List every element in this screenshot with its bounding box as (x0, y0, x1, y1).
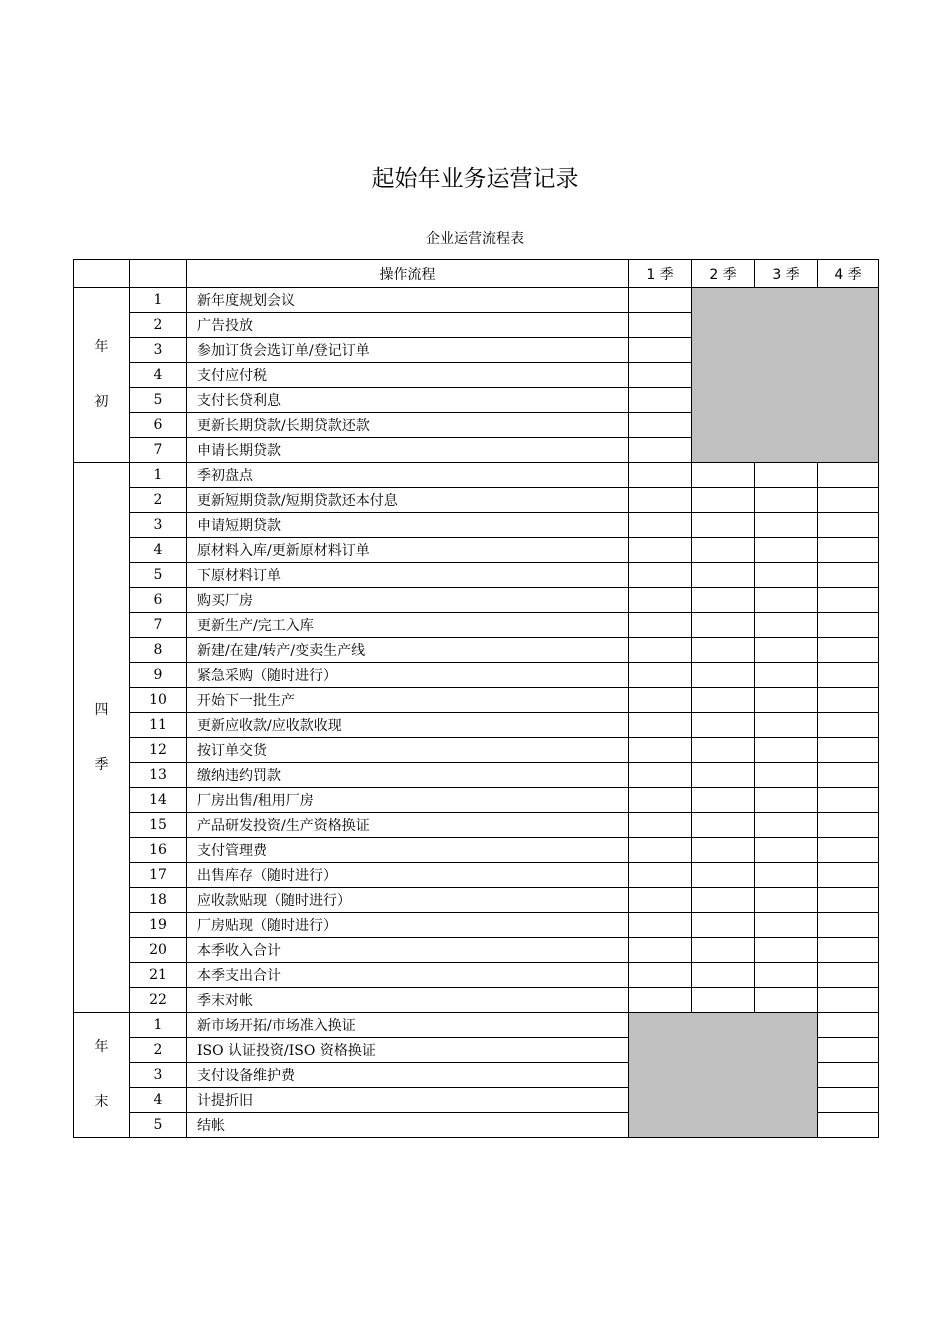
step-operation: 购买厂房 (187, 588, 629, 613)
table-row (74, 1013, 879, 1038)
q2-cell[interactable] (692, 663, 755, 688)
step-number: 6 (130, 413, 187, 438)
table-row (74, 613, 879, 638)
step-operation: 缴纳违约罚款 (187, 763, 629, 788)
q4-cell[interactable] (818, 863, 879, 888)
q1-cell[interactable] (629, 788, 692, 813)
q3-cell[interactable] (755, 538, 818, 563)
q2-cell[interactable] (692, 938, 755, 963)
q2-cell[interactable] (692, 738, 755, 763)
step-number: 1 (130, 288, 187, 313)
table-row (74, 663, 879, 688)
table-row (74, 988, 879, 1013)
section-label-char: 四 (94, 701, 109, 718)
q2-cell[interactable] (692, 463, 755, 488)
q1-cell[interactable] (629, 813, 692, 838)
step-operation: 更新短期贷款/短期贷款还本付息 (187, 488, 629, 513)
q1-cell[interactable] (629, 863, 692, 888)
table-row (74, 813, 879, 838)
step-operation: 厂房出售/租用厂房 (187, 788, 629, 813)
header-q1: 1 季 (629, 260, 692, 288)
step-operation: 本季支出合计 (187, 963, 629, 988)
q4-cell[interactable] (818, 713, 879, 738)
q1-cell[interactable] (629, 688, 692, 713)
step-number: 16 (130, 838, 187, 863)
q1-cell[interactable] (629, 913, 692, 938)
q3-cell[interactable] (755, 913, 818, 938)
q1-cell[interactable] (629, 713, 692, 738)
q1-cell[interactable] (629, 338, 692, 363)
step-operation: 结帐 (187, 1113, 629, 1138)
header-blank-group (74, 260, 130, 288)
q1-cell[interactable] (629, 763, 692, 788)
q1-cell[interactable] (629, 888, 692, 913)
table-row (74, 838, 879, 863)
q2-cell[interactable] (692, 788, 755, 813)
q3-cell[interactable] (755, 863, 818, 888)
q2-cell[interactable] (692, 563, 755, 588)
header-q4: 4 季 (818, 260, 879, 288)
q2-cell[interactable] (692, 688, 755, 713)
q1-cell[interactable] (629, 838, 692, 863)
section-label-char: 季 (94, 756, 109, 773)
q4-cell[interactable] (818, 1038, 879, 1063)
header-q3: 3 季 (755, 260, 818, 288)
q4-cell[interactable] (818, 838, 879, 863)
header-operation: 操作流程 (187, 260, 629, 288)
q2-cell[interactable] (692, 813, 755, 838)
q4-cell[interactable] (818, 588, 879, 613)
step-number: 5 (130, 1113, 187, 1138)
step-operation: 更新长期贷款/长期贷款还款 (187, 413, 629, 438)
q3-cell[interactable] (755, 613, 818, 638)
q2-cell[interactable] (692, 888, 755, 913)
table-row (74, 513, 879, 538)
operations-table (73, 259, 879, 1138)
step-operation: 厂房贴现（随时进行） (187, 913, 629, 938)
header-q2: 2 季 (692, 260, 755, 288)
table-row (74, 538, 879, 563)
q1-cell[interactable] (629, 663, 692, 688)
q1-cell[interactable] (629, 488, 692, 513)
q4-cell[interactable] (818, 963, 879, 988)
step-number: 7 (130, 438, 187, 463)
step-operation: 季初盘点 (187, 463, 629, 488)
q1-cell[interactable] (629, 463, 692, 488)
step-number: 5 (130, 563, 187, 588)
q1-cell[interactable] (629, 988, 692, 1013)
q2-cell[interactable] (692, 863, 755, 888)
step-number: 2 (130, 313, 187, 338)
step-operation: 参加订货会选订单/登记订单 (187, 338, 629, 363)
table-row (74, 688, 879, 713)
table-row (74, 788, 879, 813)
step-number: 11 (130, 713, 187, 738)
section-label-end (74, 1013, 130, 1138)
step-operation: 紧急采购（随时进行） (187, 663, 629, 688)
q4-cell[interactable] (818, 788, 879, 813)
step-number: 9 (130, 663, 187, 688)
q4-cell[interactable] (818, 938, 879, 963)
q4-cell[interactable] (818, 663, 879, 688)
step-operation: 支付应付税 (187, 363, 629, 388)
step-operation: 新市场开拓/市场准入换证 (187, 1013, 629, 1038)
step-operation: 下原材料订单 (187, 563, 629, 588)
step-number: 18 (130, 888, 187, 913)
q1-cell[interactable] (629, 588, 692, 613)
page-title: 起始年业务运营记录 (371, 166, 579, 192)
q4-cell[interactable] (818, 1013, 879, 1038)
table-row (74, 563, 879, 588)
q2-cell[interactable] (692, 513, 755, 538)
step-operation: 新年度规划会议 (187, 288, 629, 313)
q2-cell[interactable] (692, 488, 755, 513)
q4-cell[interactable] (818, 988, 879, 1013)
step-operation: 更新生产/完工入库 (187, 613, 629, 638)
q2-cell[interactable] (692, 988, 755, 1013)
q2-cell[interactable] (692, 538, 755, 563)
step-operation: 计提折旧 (187, 1088, 629, 1113)
step-operation: 广告投放 (187, 313, 629, 338)
step-number: 4 (130, 1088, 187, 1113)
q4-cell[interactable] (818, 1063, 879, 1088)
q1-cell[interactable] (629, 363, 692, 388)
header-row (74, 260, 879, 288)
q3-cell[interactable] (755, 488, 818, 513)
q4-cell[interactable] (818, 738, 879, 763)
q1-cell[interactable] (629, 438, 692, 463)
q2-cell[interactable] (692, 713, 755, 738)
q1-cell[interactable] (629, 563, 692, 588)
q3-cell[interactable] (755, 838, 818, 863)
step-number: 1 (130, 463, 187, 488)
table-row (74, 463, 879, 488)
q1-cell[interactable] (629, 513, 692, 538)
q2-cell[interactable] (692, 613, 755, 638)
step-operation: 应收款贴现（随时进行） (187, 888, 629, 913)
q2-cell[interactable] (692, 913, 755, 938)
q3-cell[interactable] (755, 813, 818, 838)
q4-cell[interactable] (818, 538, 879, 563)
step-number: 6 (130, 588, 187, 613)
q4-cell[interactable] (818, 488, 879, 513)
step-operation: 出售库存（随时进行） (187, 863, 629, 888)
step-operation: ISO 认证投资/ISO 资格换证 (187, 1038, 629, 1063)
q4-cell[interactable] (818, 563, 879, 588)
q1-cell[interactable] (629, 738, 692, 763)
table-row (74, 888, 879, 913)
header-blank-number (130, 260, 187, 288)
step-number: 15 (130, 813, 187, 838)
q4-cell[interactable] (818, 913, 879, 938)
step-number: 4 (130, 538, 187, 563)
q3-cell[interactable] (755, 788, 818, 813)
q1-cell[interactable] (629, 538, 692, 563)
table-row (74, 863, 879, 888)
section-label-start (74, 288, 130, 463)
section-label-char: 年 (94, 1039, 109, 1055)
q4-cell[interactable] (818, 1113, 879, 1138)
q2-cell[interactable] (692, 763, 755, 788)
step-number: 10 (130, 688, 187, 713)
q1-cell[interactable] (629, 388, 692, 413)
table-row (74, 588, 879, 613)
table-row (74, 288, 879, 313)
step-operation: 开始下一批生产 (187, 688, 629, 713)
q3-cell[interactable] (755, 663, 818, 688)
q1-cell[interactable] (629, 313, 692, 338)
q4-cell[interactable] (818, 638, 879, 663)
q2-cell[interactable] (692, 638, 755, 663)
q3-cell[interactable] (755, 563, 818, 588)
q3-cell[interactable] (755, 688, 818, 713)
q4-cell[interactable] (818, 513, 879, 538)
step-operation: 申请长期贷款 (187, 438, 629, 463)
step-operation: 按订单交货 (187, 738, 629, 763)
step-number: 1 (130, 1013, 187, 1038)
section-label-char: 年 (94, 339, 109, 355)
step-number: 3 (130, 1063, 187, 1088)
q4-cell[interactable] (818, 613, 879, 638)
step-operation: 申请短期贷款 (187, 513, 629, 538)
step-number: 3 (130, 338, 187, 363)
step-number: 2 (130, 1038, 187, 1063)
step-number: 3 (130, 513, 187, 538)
step-operation: 原材料入库/更新原材料订单 (187, 538, 629, 563)
step-number: 5 (130, 388, 187, 413)
step-operation: 新建/在建/转产/变卖生产线 (187, 638, 629, 663)
q1-cell[interactable] (629, 413, 692, 438)
q1-cell[interactable] (629, 613, 692, 638)
step-operation: 支付长贷利息 (187, 388, 629, 413)
table-row (74, 638, 879, 663)
step-number: 20 (130, 938, 187, 963)
q1-cell[interactable] (629, 938, 692, 963)
q3-cell[interactable] (755, 963, 818, 988)
table-row (74, 488, 879, 513)
section-label-char: 初 (94, 394, 109, 410)
section-label-quarters (74, 463, 130, 1013)
q1-cell[interactable] (629, 963, 692, 988)
section-label-char: 末 (94, 1094, 109, 1110)
q3-cell[interactable] (755, 738, 818, 763)
q3-cell[interactable] (755, 513, 818, 538)
table-row (74, 738, 879, 763)
q4-cell[interactable] (818, 888, 879, 913)
step-number: 7 (130, 613, 187, 638)
step-operation: 支付管理费 (187, 838, 629, 863)
q4-cell[interactable] (818, 688, 879, 713)
q2-cell[interactable] (692, 838, 755, 863)
q3-cell[interactable] (755, 988, 818, 1013)
step-number: 22 (130, 988, 187, 1013)
step-number: 4 (130, 363, 187, 388)
q4-cell[interactable] (818, 813, 879, 838)
step-number: 14 (130, 788, 187, 813)
q4-cell[interactable] (818, 463, 879, 488)
q2-cell[interactable] (692, 588, 755, 613)
q3-cell[interactable] (755, 763, 818, 788)
q3-cell[interactable] (755, 638, 818, 663)
q3-cell[interactable] (755, 463, 818, 488)
table-row (74, 963, 879, 988)
step-operation: 更新应收款/应收款收现 (187, 713, 629, 738)
table-row (74, 913, 879, 938)
table-row (74, 938, 879, 963)
q1-cell[interactable] (629, 638, 692, 663)
table-row (74, 713, 879, 738)
step-number: 17 (130, 863, 187, 888)
step-operation: 产品研发投资/生产资格换证 (187, 813, 629, 838)
q3-cell[interactable] (755, 888, 818, 913)
step-number: 21 (130, 963, 187, 988)
q2-cell[interactable] (692, 963, 755, 988)
step-number: 8 (130, 638, 187, 663)
step-number: 19 (130, 913, 187, 938)
shaded-block (692, 288, 879, 463)
step-operation: 季末对帐 (187, 988, 629, 1013)
step-number: 12 (130, 738, 187, 763)
table-subtitle: 企业运营流程表 (426, 231, 524, 247)
step-number: 2 (130, 488, 187, 513)
shaded-block (629, 1013, 818, 1138)
q3-cell[interactable] (755, 713, 818, 738)
step-operation: 本季收入合计 (187, 938, 629, 963)
q4-cell[interactable] (818, 1088, 879, 1113)
q4-cell[interactable] (818, 763, 879, 788)
q3-cell[interactable] (755, 588, 818, 613)
q3-cell[interactable] (755, 938, 818, 963)
step-operation: 支付设备维护费 (187, 1063, 629, 1088)
q1-cell[interactable] (629, 288, 692, 313)
table-row (74, 763, 879, 788)
step-number: 13 (130, 763, 187, 788)
